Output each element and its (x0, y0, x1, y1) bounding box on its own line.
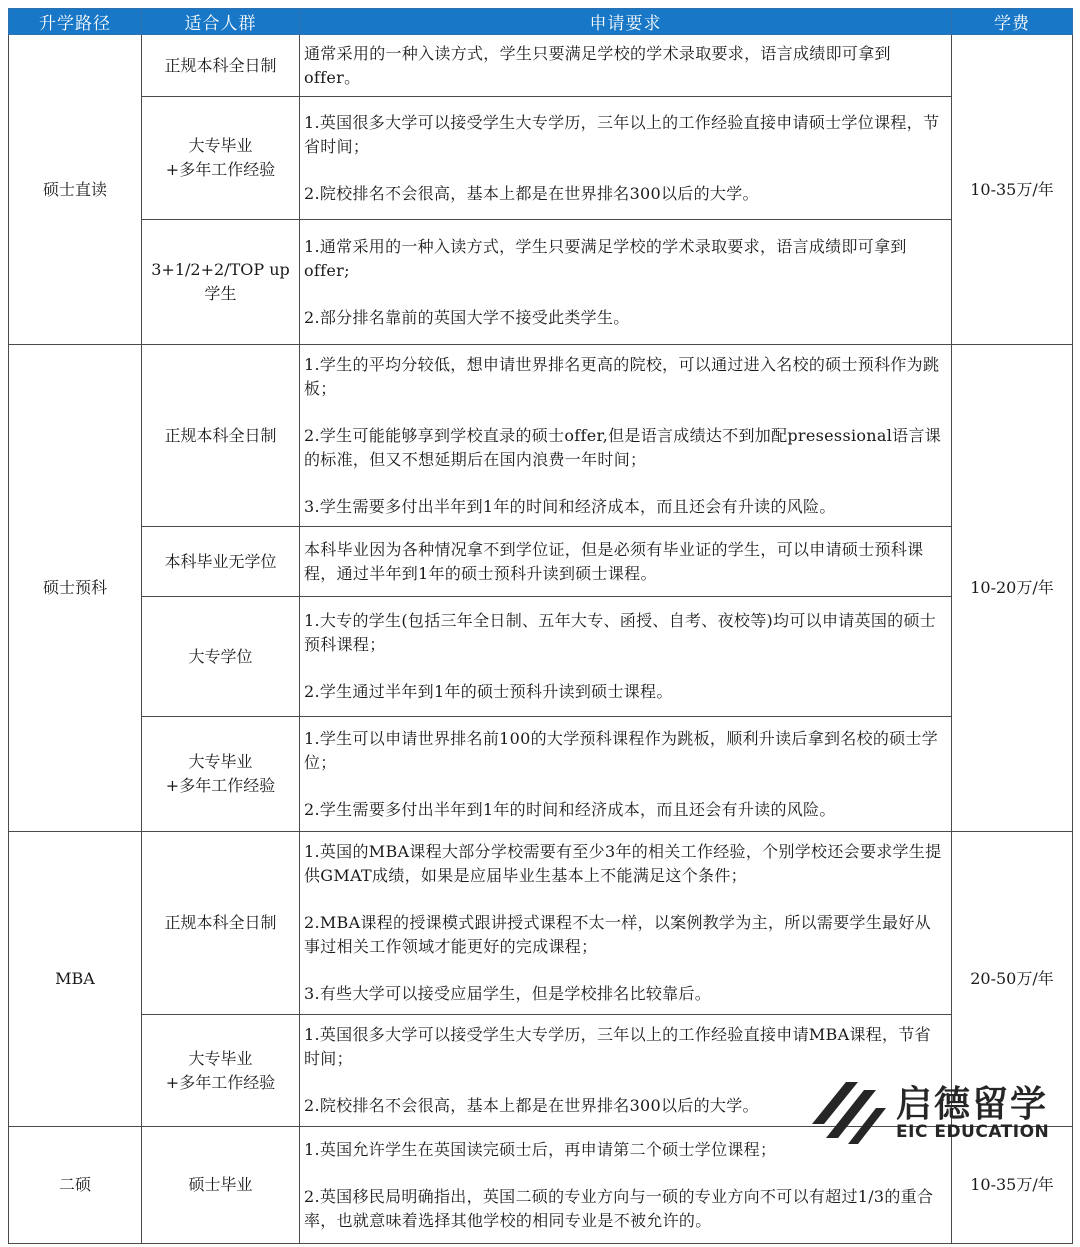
header-requirements: 申请要求 (300, 9, 952, 35)
audience-cell (142, 717, 300, 832)
audience-line: 学生 (204, 284, 237, 303)
table-row (9, 220, 1073, 345)
eic-logo (810, 1076, 1055, 1146)
path-cell: 二硕 (9, 1127, 142, 1244)
requirements-cell (300, 345, 952, 527)
header-path: 升学路径 (9, 9, 142, 35)
audience-line: 正规本科全日制 (164, 913, 277, 932)
fee-cell: 10-35万/年 (952, 1127, 1073, 1244)
audience-cell (142, 345, 300, 527)
path-cell: 硕士直读 (9, 35, 142, 345)
audience-cell (142, 35, 300, 97)
table-row (9, 527, 1073, 597)
fee-cell: 10-35万/年 (952, 35, 1073, 345)
requirement-item: 2.英国移民局明确指出，英国二硕的专业方向与一硕的专业方向不可以有超过1/3的重合率，也就意味着选择其他学校的相同专业是不被允许的。 (304, 1186, 934, 1230)
fee-cell: 10-20万/年 (952, 345, 1073, 832)
requirement-item: 2.部分排名靠前的英国大学不接受此类学生。 (304, 307, 630, 327)
requirement-item: 2.学生需要多付出半年到1年的时间和经济成本，而且还会有升读的风险。 (304, 799, 836, 819)
audience-cell (142, 1127, 300, 1244)
requirement-item: 通常采用的一种入读方式，学生只要满足学校的学术录取要求，语言成绩即可拿到offer。 (304, 43, 891, 87)
eic-logo-icon (810, 1080, 890, 1146)
requirements-cell (300, 527, 952, 597)
requirement-item: 1.通常采用的一种入读方式，学生只要满足学校的学术录取要求，语言成绩即可拿到offer; (304, 236, 907, 280)
logo-english-text: EIC EDUCATION (896, 1122, 1050, 1142)
table-header-row (9, 9, 1073, 35)
table-row (9, 832, 1073, 1015)
requirement-item: 1.英国很多大学可以接受学生大专学历，三年以上的工作经验直接申请MBA课程，节省时间； (304, 1025, 931, 1068)
audience-cell (142, 220, 300, 345)
study-path-table (8, 8, 1073, 1244)
requirements-cell (300, 717, 952, 832)
logo-chinese-text: 启德留学 (896, 1084, 1049, 1125)
requirement-item: 3.有些大学可以接受应届学生，但是学校排名比较靠后。 (304, 984, 712, 1003)
audience-line: 正规本科全日制 (164, 55, 277, 75)
audience-line: 大专学位 (188, 646, 253, 666)
requirements-cell (300, 97, 952, 220)
requirement-item: 1.英国允许学生在英国读完硕士后，再申请第二个硕士学位课程； (304, 1139, 777, 1159)
audience-cell (142, 97, 300, 220)
audience-line: 硕士毕业 (188, 1175, 253, 1194)
audience-line: 大专毕业 (188, 136, 253, 155)
requirement-item: 2.学生可能能够享到学校直录的硕士offer,但是语言成绩达不到加配presessional语言课的标准，但又不想延期后在国内浪费一年时间； (304, 425, 942, 469)
audience-cell (142, 832, 300, 1015)
audience-cell (142, 1015, 300, 1127)
requirement-item: 3.学生需要多付出半年到1年的时间和经济成本，而且还会有升读的风险。 (304, 496, 836, 516)
table-row (9, 345, 1073, 527)
audience-line: 3+1/2+2/TOP up (151, 260, 290, 279)
path-cell: 硕士预科 (9, 345, 142, 832)
table-row (9, 35, 1073, 97)
requirement-item: 本科毕业因为各种情况拿不到学位证，但是必须有毕业证的学生，可以申请硕士预科课程，通过半年到1年的硕士预科升读到硕士课程。 (304, 539, 924, 583)
requirement-item: 1.英国很多大学可以接受学生大专学历，三年以上的工作经验直接申请硕士学位课程，节省时间； (304, 112, 940, 156)
table-row (9, 717, 1073, 832)
table-row (9, 597, 1073, 717)
requirement-item: 1.英国的MBA课程大部分学校需要有至少3年的相关工作经验，个别学校还会要求学生提供GMAT成绩，如果是应届毕业生基本上不能满足这个条件； (304, 842, 942, 885)
requirement-item: 2.学生通过半年到1年的硕士预科升读到硕士课程。 (304, 682, 673, 701)
path-cell: MBA (9, 832, 142, 1127)
requirement-item: 2.院校排名不会很高，基本上都是在世界排名300以后的大学。 (304, 183, 759, 203)
requirement-item: 1.学生的平均分较低，想申请世界排名更高的院校，可以通过进入名校的硕士预科作为跳板； (304, 354, 940, 398)
audience-cell (142, 597, 300, 717)
requirements-cell (300, 832, 952, 1015)
audience-line: +多年工作经验 (165, 776, 276, 795)
requirements-cell (300, 597, 952, 717)
fee-cell: 20-50万/年 (952, 832, 1073, 1127)
header-audience: 适合人群 (142, 9, 300, 35)
header-fee: 学费 (952, 9, 1073, 35)
requirements-cell (300, 35, 952, 97)
requirement-item: 2.院校排名不会很高，基本上都是在世界排名300以后的大学。 (304, 1096, 759, 1115)
audience-line: 大专毕业 (188, 1048, 253, 1068)
requirement-item: 2.MBA课程的授课模式跟讲授式课程不太一样，以案例教学为主，所以需要学生最好从事过相关工作领域才能更好的完成课程； (304, 913, 931, 956)
audience-line: 正规本科全日制 (164, 425, 277, 445)
audience-line: +多年工作经验 (165, 160, 276, 179)
audience-line: +多年工作经验 (165, 1072, 276, 1092)
audience-line: 本科毕业无学位 (164, 551, 277, 571)
requirement-item: 1.学生可以申请世界排名前100的大学预科课程作为跳板，顺利升读后拿到名校的硕士学位； (304, 728, 939, 772)
requirements-cell (300, 220, 952, 345)
table-row (9, 97, 1073, 220)
audience-cell (142, 527, 300, 597)
requirement-item: 1.大专的学生(包括三年全日制、五年大专、函授、自考、夜校等)均可以申请英国的硕士预科课程； (304, 611, 937, 654)
audience-line: 大专毕业 (188, 752, 253, 771)
